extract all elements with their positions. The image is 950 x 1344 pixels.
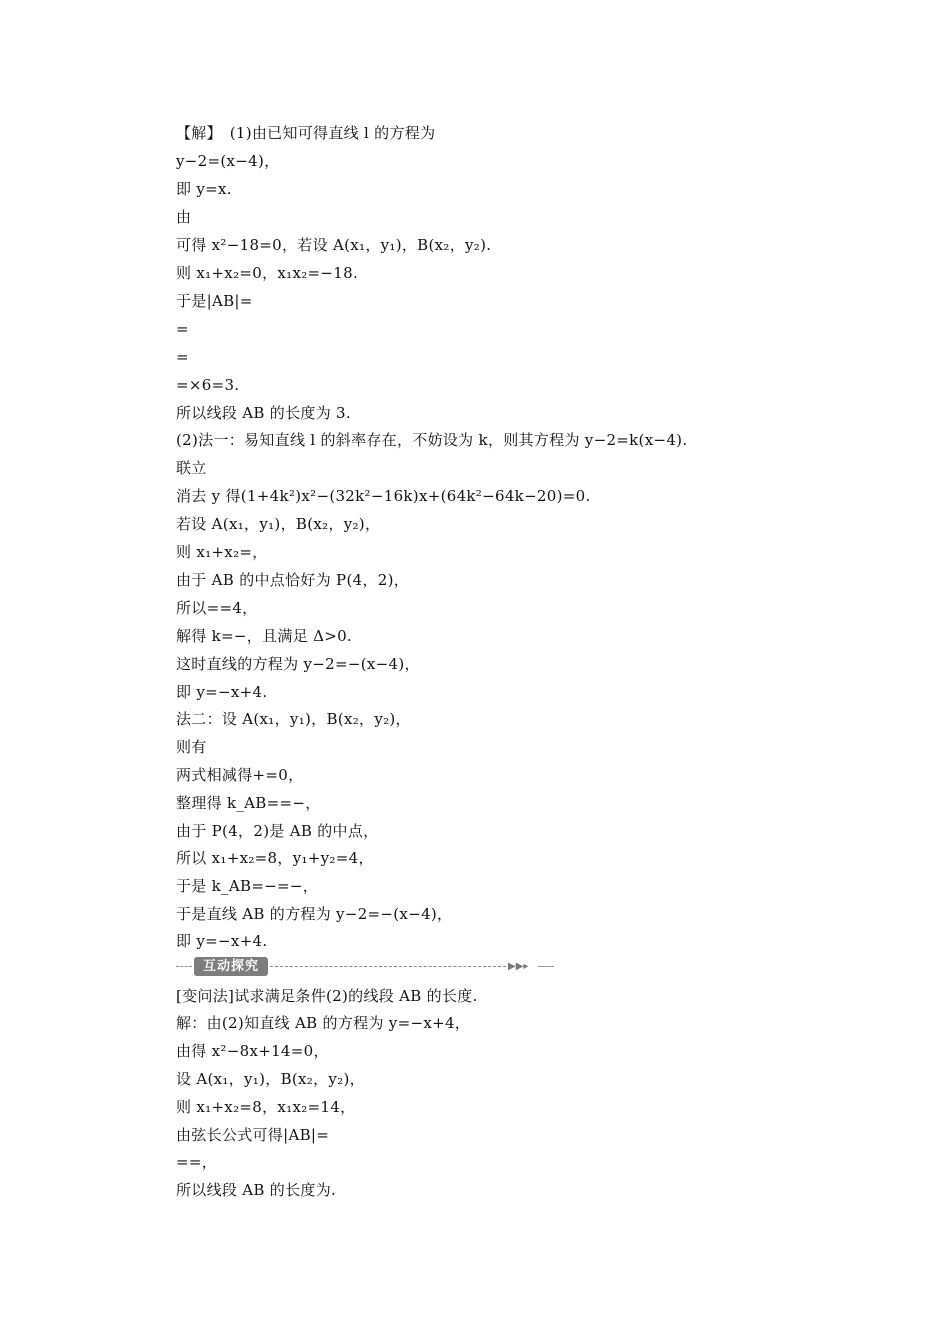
text-line: 由于 P(4，2)是 AB 的中点，: [176, 822, 379, 840]
text-line: 联立: [176, 459, 207, 477]
text-line: 消去 y 得(1+4k²)x²−(32k²−16k)x+(64k²−64k−20)=0.: [176, 487, 591, 505]
section-badge: 互动探究: [194, 957, 268, 976]
text-line: 这时直线的方程为 y−2=−(x−4)，: [176, 655, 420, 673]
text-line: =: [176, 320, 189, 338]
text-line: ==，: [176, 1153, 218, 1171]
text-line: 由得 x²−8x+14=0，: [176, 1042, 329, 1060]
text-line: 即 y=−x+4.: [176, 683, 268, 701]
text-line: 若设 A(x₁，y₁)，B(x₂，y₂)，: [176, 515, 381, 533]
arrow-icon: ▶▶▸: [508, 961, 529, 972]
text-line: 由于 AB 的中点恰好为 P(4，2)，: [176, 571, 410, 589]
section-divider: [176, 956, 556, 978]
divider-tail: [538, 966, 554, 967]
text-line: =: [176, 348, 189, 366]
divider-dash: [270, 966, 506, 967]
text-line: 可得 x²−18=0，若设 A(x₁，y₁)，B(x₂，y₂).: [176, 236, 492, 254]
text-line: 解：由(2)知直线 AB 的方程为 y=−x+4，: [176, 1014, 471, 1032]
text-line: y−2=(x−4)，: [176, 152, 280, 170]
solution-heading: 【解】 (1)由已知可得直线 l 的方程为: [176, 124, 436, 142]
text-line: 法二：设 A(x₁，y₁)，B(x₂，y₂)，: [176, 710, 411, 728]
extension-heading: [变问法]试求满足条件(2)的线段 AB 的长度.: [176, 987, 478, 1005]
text-line: 于是 k_AB=−=−，: [176, 877, 319, 895]
text-line: 由弦长公式可得|AB|=: [176, 1126, 330, 1144]
text-line: 两式相减得+=0，: [176, 766, 304, 784]
text-line: 整理得 k_AB==−，: [176, 794, 321, 812]
text-line: 所以线段 AB 的长度为.: [176, 1181, 337, 1199]
text-line: 解得 k=−，且满足 Δ>0.: [176, 627, 352, 645]
divider-dash: [176, 966, 192, 967]
text-line: 由: [176, 208, 192, 226]
text-line: 则有: [176, 738, 207, 756]
text-line: 于是直线 AB 的方程为 y−2=−(x−4)，: [176, 905, 453, 923]
text-line: 所以线段 AB 的长度为 3.: [176, 404, 351, 422]
text-line: 所以==4，: [176, 599, 258, 617]
text-line: 所以 x₁+x₂=8，y₁+y₂=4，: [176, 849, 374, 867]
text-line: 则 x₁+x₂=8，x₁x₂=14，: [176, 1098, 356, 1116]
text-line: 于是|AB|=: [176, 292, 253, 310]
text-line: 即 y=x.: [176, 180, 232, 198]
text-line: 即 y=−x+4.: [176, 932, 268, 950]
text-line: =×6=3.: [176, 376, 240, 394]
text-line: (2)法一：易知直线 l 的斜率存在，不妨设为 k，则其方程为 y−2=k(x−4).: [176, 431, 688, 449]
text-line: 设 A(x₁，y₁)，B(x₂，y₂)，: [176, 1070, 365, 1088]
text-line: 则 x₁+x₂=，: [176, 543, 268, 561]
text-line: 则 x₁+x₂=0，x₁x₂=−18.: [176, 264, 359, 282]
